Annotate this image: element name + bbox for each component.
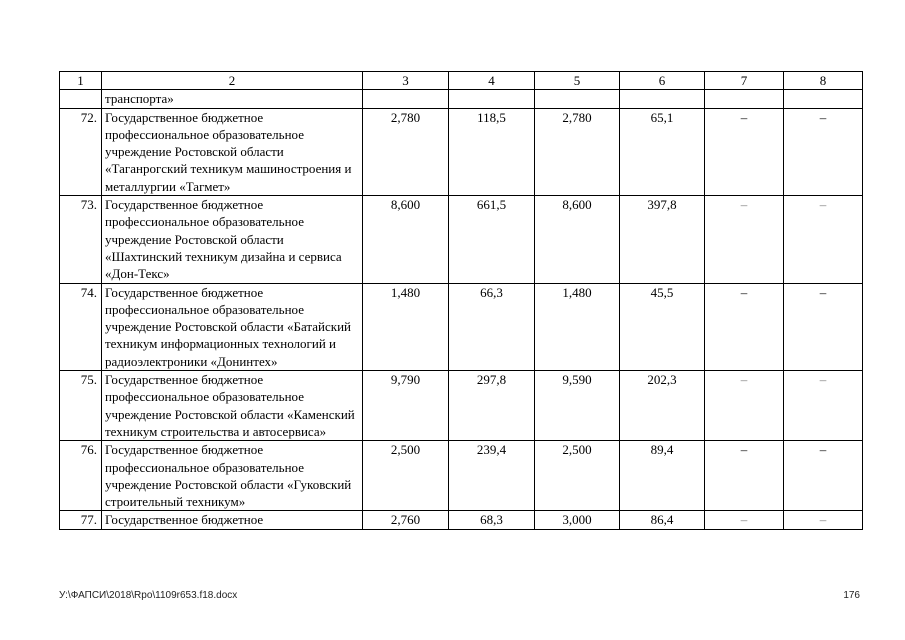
table-header-row [60,72,863,90]
value-col-8: – [784,511,863,529]
empty-cell [705,90,784,108]
page-number: 176 [843,590,860,601]
value-col-5: 9,590 [535,371,620,441]
row-number: 76. [60,441,102,511]
empty-cell [449,90,535,108]
continuation-row [60,90,863,108]
empty-cell [784,90,863,108]
empty-cell [535,90,620,108]
empty-cell [363,90,449,108]
institution-name: Государственное бюджетное профессиональное образовательное учреждение Ростовской области «Шахтинский техникум дизайна и сервиса «Дон-Текс» [102,196,363,283]
table-row [60,371,863,441]
table-row [60,196,863,283]
value-col-5: 1,480 [535,283,620,370]
value-col-5: 3,000 [535,511,620,529]
value-col-3: 9,790 [363,371,449,441]
value-col-5: 2,500 [535,441,620,511]
empty-cell [60,90,102,108]
value-col-4: 297,8 [449,371,535,441]
value-col-7: – [705,511,784,529]
value-col-4: 661,5 [449,196,535,283]
row-number: 74. [60,283,102,370]
row-number: 72. [60,108,102,195]
row-number: 77. [60,511,102,529]
table-row [60,108,863,195]
value-col-5: 2,780 [535,108,620,195]
column-header: 6 [620,72,705,90]
value-col-7: – [705,371,784,441]
value-col-6: 45,5 [620,283,705,370]
value-col-8: – [784,441,863,511]
value-col-4: 239,4 [449,441,535,511]
value-col-4: 118,5 [449,108,535,195]
row-number: 73. [60,196,102,283]
column-header: 8 [784,72,863,90]
value-col-3: 8,600 [363,196,449,283]
institution-name: Государственное бюджетное профессиональное образовательное учреждение Ростовской области «Гуковский строительный техникум» [102,441,363,511]
value-col-6: 86,4 [620,511,705,529]
empty-cell [620,90,705,108]
continuation-text: транспорта» [102,90,363,108]
value-col-7: – [705,441,784,511]
institution-name: Государственное бюджетное [102,511,363,529]
column-header: 4 [449,72,535,90]
value-col-3: 1,480 [363,283,449,370]
value-col-6: 89,4 [620,441,705,511]
table-row [60,511,863,529]
value-col-3: 2,760 [363,511,449,529]
value-col-5: 8,600 [535,196,620,283]
value-col-6: 397,8 [620,196,705,283]
table-row [60,283,863,370]
value-col-7: – [705,196,784,283]
institution-name: Государственное бюджетное профессиональное образовательное учреждение Ростовской области «Батайский техникум информационных технологий и радиоэлектроники «Донинтех» [102,283,363,370]
footer-file-path: У:\ФАПСИ\2018\Rpo\1109r653.f18.docx [59,590,238,601]
value-col-8: – [784,196,863,283]
value-col-6: 202,3 [620,371,705,441]
value-col-8: – [784,371,863,441]
column-header: 7 [705,72,784,90]
data-table [59,71,863,530]
institution-name: Государственное бюджетное профессиональное образовательное учреждение Ростовской области «Таганрогский техникум машиностроения и металлургии «Тагмет» [102,108,363,195]
table-row [60,441,863,511]
value-col-6: 65,1 [620,108,705,195]
column-header: 5 [535,72,620,90]
value-col-4: 68,3 [449,511,535,529]
value-col-7: – [705,108,784,195]
institution-name: Государственное бюджетное профессиональное образовательное учреждение Ростовской области «Каменский техникум строительства и автосервиса» [102,371,363,441]
column-header: 3 [363,72,449,90]
value-col-8: – [784,108,863,195]
row-number: 75. [60,371,102,441]
value-col-7: – [705,283,784,370]
value-col-3: 2,780 [363,108,449,195]
column-header: 2 [102,72,363,90]
column-header: 1 [60,72,102,90]
value-col-3: 2,500 [363,441,449,511]
value-col-4: 66,3 [449,283,535,370]
value-col-8: – [784,283,863,370]
